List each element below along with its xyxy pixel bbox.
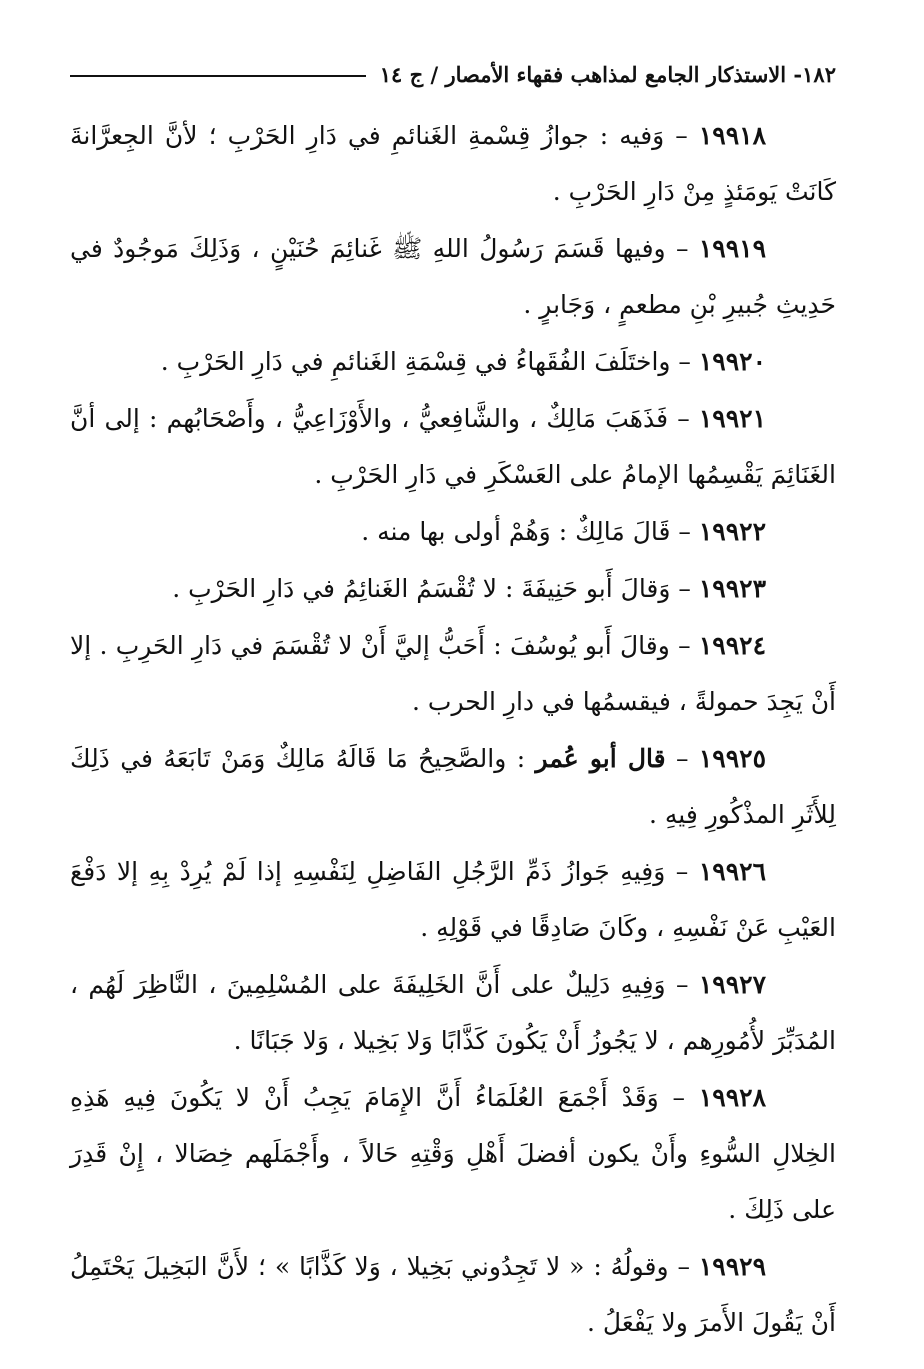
paragraph-number: ١٩٩٢٩ [698,1252,766,1281]
paragraph-number: ١٩٩١٩ [698,234,766,263]
paragraph-number: ١٩٩٢٥ [698,744,766,773]
paragraph-text: – واختَلَفَ الفُقَهاءُ في قِسْمَةِ الغَنائمِ في دَارِ الحَرْبِ . [160,347,691,376]
paragraph-number: ١٩٩٢٦ [698,857,766,886]
paragraph-number: ١٩٩٢٢ [698,517,766,546]
paragraph-19927 [70,957,836,1069]
paragraph-text: – وَفِيهِ جَوازُ ذَمِّ الرَّجُلِ الفَاضِلِ لِنَفْسِهِ إذا لَمْ يُرِدْ بِهِ إلا دَفْعَ العَيْبِ عَنْ نَفْسِهِ ، وكَانَ صَادِقًا في قَوْلِهِ . [70,857,836,942]
paragraph-19928 [70,1070,836,1238]
paragraph-number: ١٩٩٢٧ [698,970,766,999]
header-rule [70,75,366,77]
paragraph-number: ١٩٩٢٤ [698,631,767,660]
paragraph-19924 [70,618,836,730]
paragraph-number: ١٩٩٢٠ [698,347,766,376]
paragraph-number: ١٩٩٢٨ [698,1083,766,1112]
page-body [70,108,836,1352]
paragraph-text: – وَفِيهِ دَلِيلٌ على أَنَّ الخَلِيفَةَ على المُسْلِمِينَ ، النَّاظِرَ لَهُم ، المُدَبِّرَ لأُمُورِهم ، لا يَجُوزُ أَنْ يَكُونَ كَذَّابًا وَلا بَخِيلا ، وَلا جَبَانًا . [70,970,836,1055]
paragraph-text: – وَقَدْ أَجْمَعَ العُلَمَاءُ أَنَّ الإِمَامَ يَجِبُ أَنْ لا يَكُونَ فِيهِ هَذِهِ الخِلالِ السُّوءِ وأَنْ يكون أفضلَ أَهْلِ وَقْتِهِ حَالاً ، وأَجْمَلَهم خِصَالا ، إِنْ قَدِرَ على ذَلِكَ . [70,1083,836,1224]
paragraph-19926 [70,844,836,956]
paragraph-text: – وقولُهُ : « لا تَجِدُوني بَخِيلا ، وَلا كَذَّابًا » ؛ لأَنَّ البَخِيلَ يَحْتَمِلُ أَنْ يَقُولَ الأَمرَ ولا يَفْعَلُ . [70,1252,836,1337]
paragraph-19923 [70,561,836,617]
paragraph-19929 [70,1239,836,1351]
paragraph-19919 [70,221,836,333]
paragraph-text: – فَذَهَبَ مَالِكٌ ، والشَّافِعيُّ ، والأَوْزَاعِيُّ ، وأَصْحَابُهم : إلى أنَّ الغَنَائِمَ يَقْسِمُها الإمامُ على العَسْكَرِ في دَارِ الحَرْبِ . [70,404,836,489]
paragraph-text: – وَقالَ أَبو حَنِيفَةَ : لا تُقْسَمُ الغَنائِمُ في دَارِ الحَرْبِ . [172,574,691,603]
paragraph-19922 [70,504,836,560]
paragraph-number: ١٩٩٢١ [698,404,766,433]
paragraph-number: ١٩٩١٨ [698,121,766,150]
paragraph-text: – قَالَ مَالِكٌ : وَهُمْ أولى بها منه . [361,517,691,546]
paragraph-text: : والصَّحِيحُ مَا قَالَهُ مَالِكٌ وَمَنْ تَابَعَهُ في ذَلِكَ لِلأَثَرِ المذْكُورِ فِيهِ . [70,744,836,829]
paragraph-text: – وفيها قَسَمَ رَسُولُ اللهِ ﷺ غَنائِمَ حُنَيْنٍ ، وَذَلِكَ مَوجُودٌ في حَدِيثِ جُبيرِ بْنِ مطعمٍ ، وَجَابرٍ . [70,234,836,319]
paragraph-19925: ١٩٩٢٥ – قال أبو عُمر : والصَّحِيحُ مَا قَالَهُ مَالِكٌ وَمَنْ تَابَعَهُ في ذَلِكَ لِلأَثَرِ المذْكُورِ فِيهِ . [70,744,836,829]
paragraph-number: ١٩٩٢٣ [698,574,766,603]
speaker-name: قال أبو عُمر [535,744,666,773]
page-header [70,54,836,94]
running-head: ١٨٢- الاستذكار الجامع لمذاهب فقهاء الأمصار / ج ١٤ [379,61,836,87]
paragraph-19920 [70,334,836,390]
paragraph-19918 [70,108,836,220]
paragraph-text: – وقالَ أَبو يُوسُفَ : أَحَبُّ إليَّ أَنْ لا تُقْسَمَ في دَارِ الحَرِبِ . إلا أَنْ يَجِدَ حمولةً ، فيقسمُها في دارِ الحرب . [70,631,836,716]
paragraph-text: – وَفيه : جوازُ قِسْمةِ الغَنائمِ في دَارِ الحَرْبِ ؛ لأنَّ الجِعرَّانةَ كَانَتْ يَومَئذٍ مِنْ دَارِ الحَرْبِ . [70,121,836,206]
paragraph-19921 [70,391,836,503]
